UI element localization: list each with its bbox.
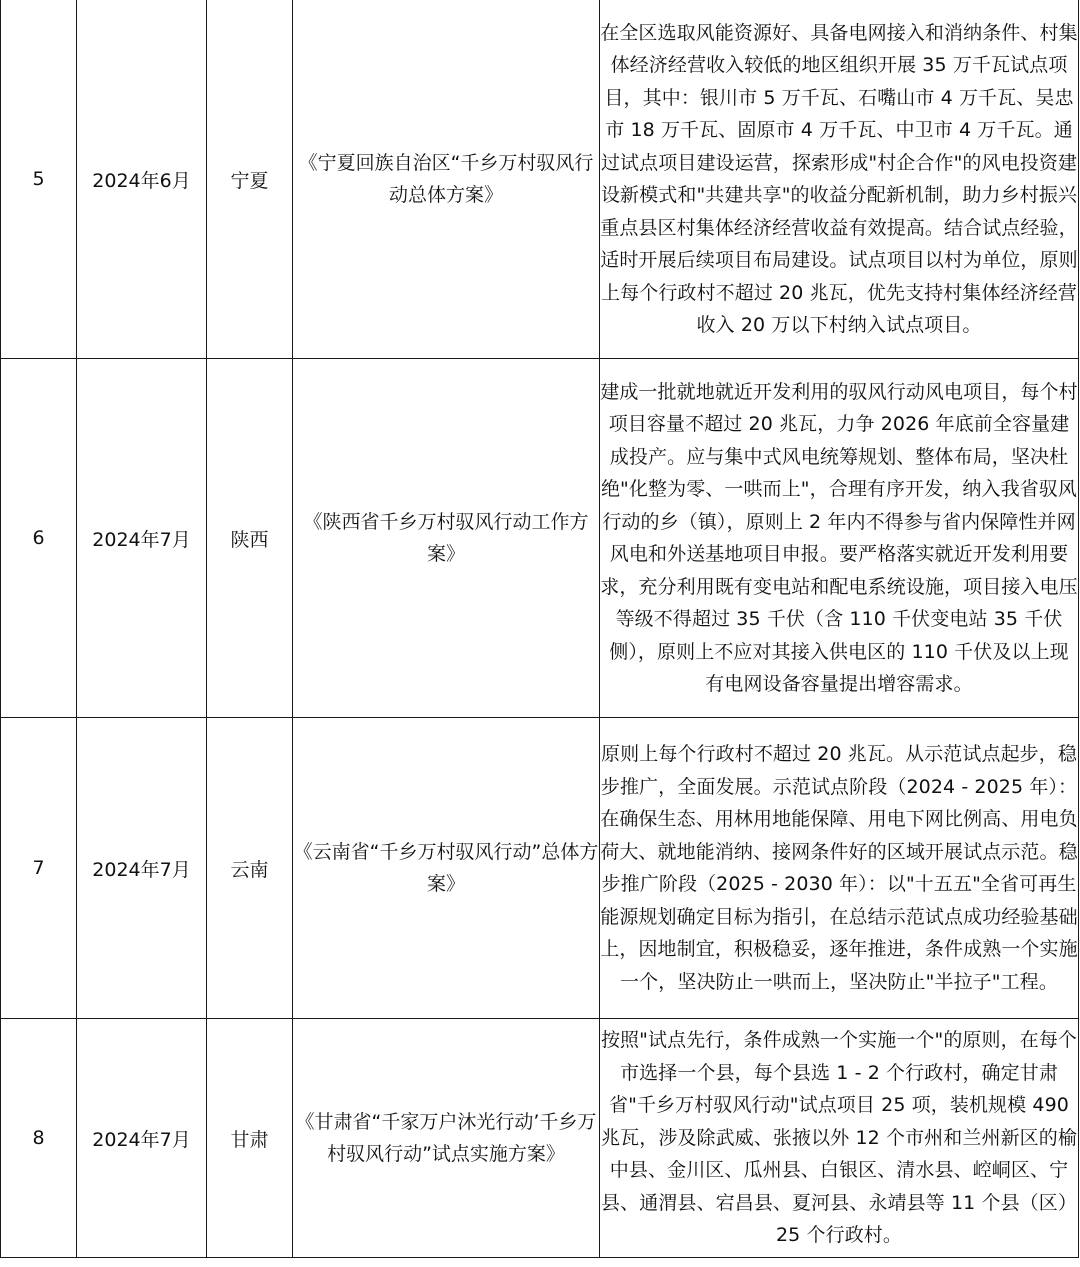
- table-row: [1, 1019, 1079, 1258]
- row-policy-content: 按照"试点先行，条件成熟一个实施一个"的原则，在每个市选择一个县，每个县选 1 - 2 个行政村，确定甘肃省"千乡万村驭风行动"试点项目 25 项，装机规模 490 兆瓦，涉及除武威、张掖以外 12 个市州和兰州新区的榆中县、金川区、瓜州县、白银区、清水县、崆峒区、宁县、通渭县、宕昌县、夏河县、永靖县等 11 个县（区）25 个行政村。: [600, 1019, 1079, 1258]
- row-policy-content: 原则上每个行政村不超过 20 兆瓦。从示范试点起步，稳步推广，全面发展。示范试点阶段（2024 - 2025 年）：在确保生态、用林用地能保障、用电下网比例高、用电负荷大、就地能消纳、接网条件好的区域开展试点示范。稳步推广阶段（2025 - 2030 年）：以"十五五"全省可再生能源规划确定目标为指引，在总结示范试点成功经验基础上，因地制宜，积极稳妥，逐年推进，条件成熟一个实施一个，坚决防止一哄而上，坚决防止"半拉子"工程。: [600, 718, 1079, 1019]
- row-number: 6: [1, 359, 77, 718]
- table-row: [1, 0, 1079, 359]
- row-date: 2024年7月: [77, 1019, 207, 1258]
- row-policy-title: 《云南省“千乡万村驭风行动”总体方案》: [293, 718, 600, 1019]
- table-row: [1, 718, 1079, 1019]
- table-row: [1, 359, 1079, 718]
- row-number: 7: [1, 718, 77, 1019]
- row-date: 2024年7月: [77, 718, 207, 1019]
- row-number: 8: [1, 1019, 77, 1258]
- row-region: 陕西: [207, 359, 293, 718]
- row-region: 甘肃: [207, 1019, 293, 1258]
- row-date: 2024年6月: [77, 0, 207, 359]
- row-date: 2024年7月: [77, 359, 207, 718]
- row-region: 云南: [207, 718, 293, 1019]
- row-policy-title: 《甘肃省“千家万户沐光行动’千乡万村驭风行动”试点实施方案》: [293, 1019, 600, 1258]
- row-policy-content: 在全区选取风能资源好、具备电网接入和消纳条件、村集体经济经营收入较低的地区组织开展 35 万千瓦试点项目，其中：银川市 5 万千瓦、石嘴山市 4 万千瓦、吴忠市 18 万千瓦、固原市 4 万千瓦、中卫市 4 万千瓦。通过试点项目建设运营，探索形成"村企合作"的风电投资建设新模式和"共建共享"的收益分配新机制，助力乡村振兴重点县区村集体经济经营收益有效提高。结合试点经验，适时开展后续项目布局建设。试点项目以村为单位，原则上每个行政村不超过 20 兆瓦，优先支持村集体经济经营收入 20 万以下村纳入试点项目。: [600, 0, 1079, 359]
- row-policy-title: 《陕西省千乡万村驭风行动工作方案》: [293, 359, 600, 718]
- row-number: 5: [1, 0, 77, 359]
- row-policy-title: 《宁夏回族自治区“千乡万村驭风行动总体方案》: [293, 0, 600, 359]
- row-region: 宁夏: [207, 0, 293, 359]
- row-policy-content: 建成一批就地就近开发利用的驭风行动风电项目，每个村项目容量不超过 20 兆瓦，力争 2026 年底前全容量建成投产。应与集中式风电统筹规划、整体布局，坚决杜绝"化整为零、一哄而上"，合理有序开发，纳入我省驭风行动的乡（镇），原则上 2 年内不得参与省内保障性并网风电和外送基地项目申报。要严格落实就近开发利用要求，充分利用既有变电站和配电系统设施，项目接入电压等级不得超过 35 千伏（含 110 千伏变电站 35 千伏侧），原则上不应对其接入供电区的 110 千伏及以上现有电网设备容量提出增容需求。: [600, 359, 1079, 718]
